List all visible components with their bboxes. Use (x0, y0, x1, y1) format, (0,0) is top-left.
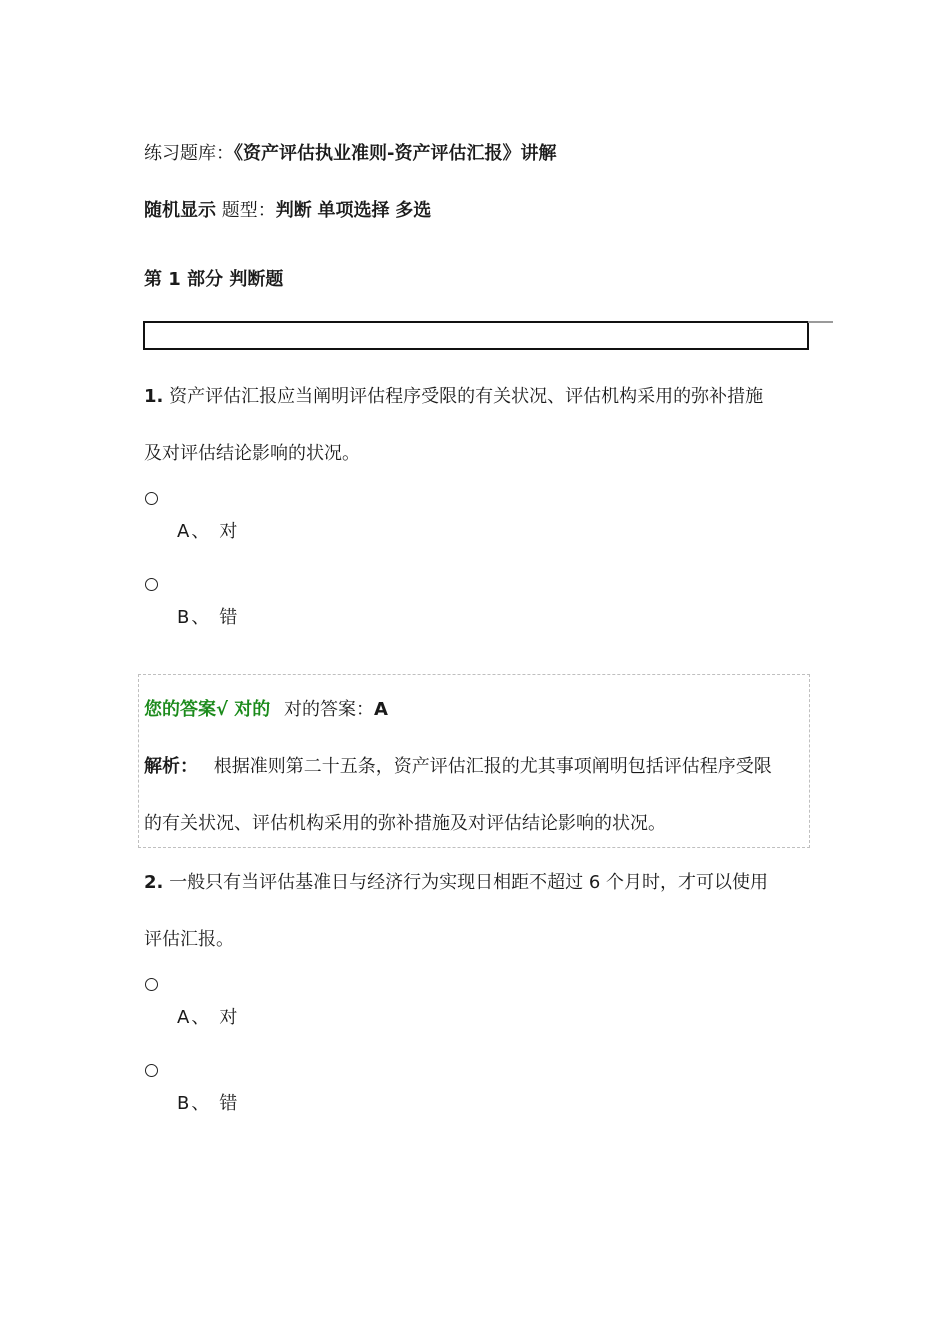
type-single-choice-link[interactable]: 单项选择 (317, 200, 390, 221)
question-1-option-b (177, 603, 237, 629)
type-judge-link[interactable]: 判断 (275, 200, 312, 221)
option-letter: A (177, 1007, 190, 1028)
analysis-line-1 (144, 752, 772, 778)
option-letter: A (177, 521, 190, 542)
analysis-line-2: 的有关状况、评估机构采用的弥补措施及对评估结论影响的状况。 (144, 813, 666, 834)
question-1-number: 1. (144, 386, 164, 407)
question-2-option-b (177, 1089, 237, 1115)
section-title: 第 1 部分 判断题 (144, 269, 284, 290)
type-label: 题型： (221, 200, 276, 221)
question-2-option-a-radio[interactable] (145, 978, 158, 991)
question-2-number: 2. (144, 872, 164, 893)
analysis-text: 根据准则第二十五条，资产评估汇报的尤其事项阐明包括评估程序受限 (213, 756, 772, 777)
option-separator: 、 (191, 1007, 210, 1028)
question-2-option-a (177, 1003, 237, 1029)
your-answer-result: 您的答案√ 对的 (144, 699, 271, 720)
correct-answer-value: A (374, 699, 388, 720)
question-1-option-b-radio[interactable] (145, 578, 158, 591)
type-multi-choice-link[interactable]: 多选 (395, 200, 432, 221)
question-2-stem: 一般只有当评估基准日与经济行为实现日相距不超过 6 个月时，才可以使用 (169, 872, 769, 893)
answer-line (144, 695, 388, 721)
option-text: 对 (219, 1007, 238, 1028)
option-text: 错 (219, 607, 238, 628)
divider (808, 321, 833, 323)
random-display-link[interactable]: 随机显示 (144, 200, 216, 221)
question-1-text-line-1 (144, 382, 763, 408)
option-separator: 、 (191, 1093, 210, 1114)
option-letter: B (177, 1093, 190, 1114)
bank-name: 《资产评估执业准则-资产评估汇报》讲解 (234, 143, 557, 164)
question-1-text-line-2: 及对评估结论影响的状况。 (144, 443, 360, 464)
display-mode (144, 196, 431, 222)
question-1-option-a-radio[interactable] (145, 492, 158, 505)
question-2-option-b-radio[interactable] (145, 1064, 158, 1077)
question-1-option-a (177, 517, 237, 543)
bank-title (144, 139, 556, 165)
option-letter: B (177, 607, 190, 628)
bank-label: 练习题库： (144, 143, 234, 164)
empty-field (143, 321, 809, 350)
option-text: 对 (219, 521, 238, 542)
question-2-text-line-2: 评估汇报。 (144, 929, 234, 950)
analysis-label: 解析： (144, 756, 198, 777)
correct-answer-label: 对的答案： (284, 699, 375, 720)
option-separator: 、 (191, 607, 210, 628)
option-text: 错 (219, 1093, 238, 1114)
option-separator: 、 (191, 521, 210, 542)
question-2-text-line-1 (144, 868, 768, 894)
question-1-stem: 资产评估汇报应当阐明评估程序受限的有关状况、评估机构采用的弥补措施 (169, 386, 764, 407)
